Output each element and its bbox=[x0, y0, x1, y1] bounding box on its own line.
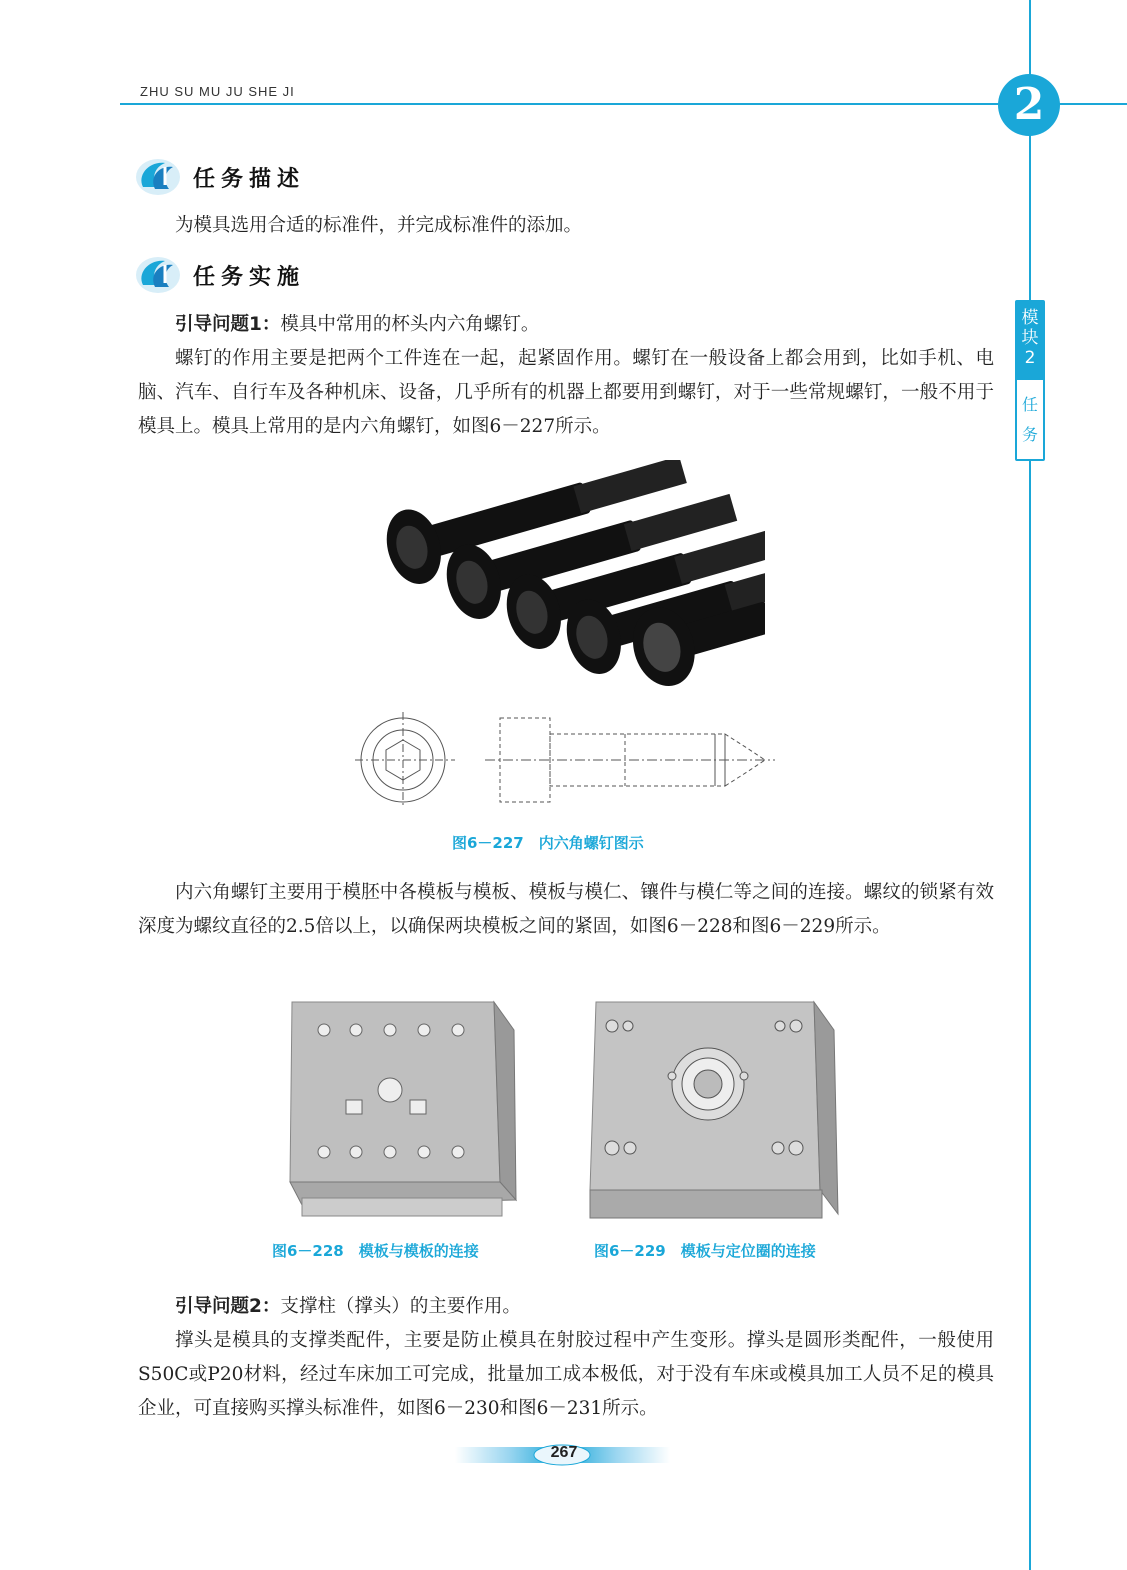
side-tab-task-label: 任务 bbox=[1021, 395, 1038, 444]
plate-to-locating-ring-figure bbox=[588, 1000, 844, 1222]
task-description-text: 为模具选用合适的标准件，并完成标准件的添加。 bbox=[175, 215, 583, 236]
figure-caption-228: 图6－228 模板与模板的连接 bbox=[272, 1242, 479, 1260]
hex-screws-photo bbox=[355, 460, 765, 700]
section-heading-implementation bbox=[135, 255, 305, 295]
support-pillar-paragraph: 撑头是模具的支撑类配件，主要是防止模具在射胶过程中产生变形。撑头是圆形类配件，一般使用S50C或P20材料，经过车床加工可完成，批量加工成本极低，对于没有车床或模具加工人员不足的模具企业，可直接购买撑头标准件，如图6－230和图6－231所示。 bbox=[138, 1330, 994, 1419]
plate-to-plate-figure bbox=[288, 1000, 520, 1222]
section-title: 任务描述 bbox=[193, 166, 306, 192]
guide-question-label: 引导问题1： bbox=[175, 314, 281, 335]
guide-question-text: 支撑柱（撑头）的主要作用。 bbox=[280, 1296, 521, 1317]
hex-screw-paragraph: 内六角螺钉主要用于模胚中各模板与模板、模板与模仁、镶件与模仁等之间的连接。螺纹的锁紧有效深度为螺纹直径的2.5倍以上，以确保两块模板之间的紧固，如图6－228和图6－229所示。 bbox=[138, 882, 994, 937]
section-swirl-icon bbox=[135, 255, 181, 295]
side-tab-module bbox=[1017, 302, 1043, 380]
margin-rule bbox=[1029, 0, 1031, 1570]
figure-caption-229: 图6－229 模板与定位圈的连接 bbox=[594, 1242, 816, 1260]
section-heading-description bbox=[135, 157, 305, 197]
page-number: 267 bbox=[550, 1444, 578, 1461]
guide-question-label: 引导问题2： bbox=[175, 1296, 281, 1317]
section-title: 任务实施 bbox=[193, 264, 306, 290]
side-tab-module-label: 模块2 bbox=[1021, 308, 1039, 368]
guide-question-text: 模具中常用的杯头内六角螺钉。 bbox=[280, 314, 540, 335]
module-number-badge: 2 bbox=[998, 74, 1060, 136]
hex-screw-drawing bbox=[355, 710, 785, 810]
guide-question-2 bbox=[138, 1290, 994, 1324]
side-tab bbox=[1015, 300, 1045, 461]
guide-question-1 bbox=[138, 308, 994, 342]
screw-paragraph: 螺钉的作用主要是把两个工件连在一起，起紧固作用。螺钉在一般设备上都会用到，比如手机、电脑、汽车、自行车及各种机床、设备，几乎所有的机器上都要用到螺钉，对于一些常规螺钉，一般不用于模具上。模具上常用的是内六角螺钉，如图6－227所示。 bbox=[138, 348, 994, 437]
running-header: ZHU SU MU JU SHE JI bbox=[140, 84, 295, 99]
section-swirl-icon bbox=[135, 157, 181, 197]
header-rule bbox=[120, 103, 1127, 105]
figure-caption-227: 图6－227 内六角螺钉图示 bbox=[452, 834, 644, 852]
side-tab-task bbox=[1017, 380, 1043, 450]
